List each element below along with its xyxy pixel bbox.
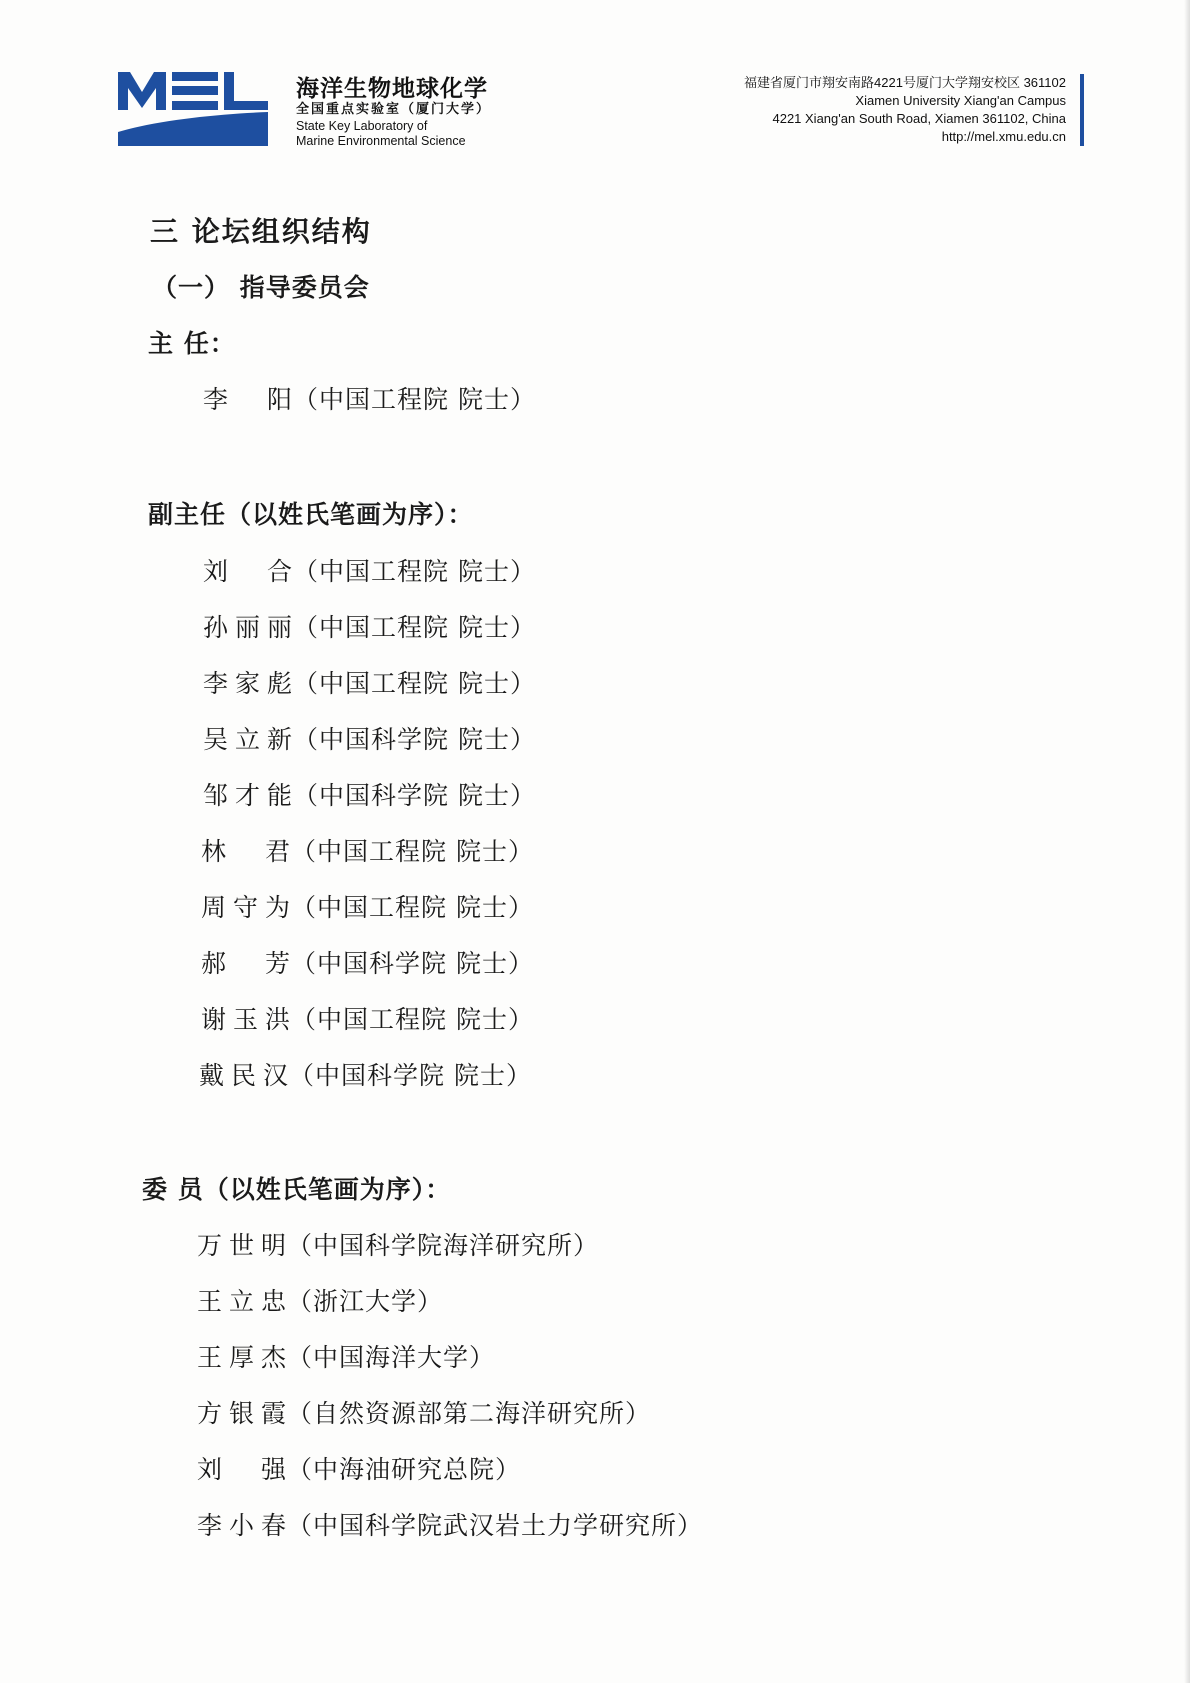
member-org: （中国工程院 院士） [293,557,536,586]
committee-label: 委 员（以姓氏笔画为序）： [142,1175,452,1204]
member-name: 李小春 [197,1511,287,1540]
scan-edge-shadow [1184,0,1190,1683]
deputy-entry [203,664,536,700]
deputy-label: 副主任（以姓氏笔画为序）： [148,500,474,529]
member-name: 郝 芳 [201,949,291,978]
member-org: （中国海洋大学） [287,1343,496,1372]
logo-letter-e-top [172,72,218,81]
member-name: 万世明 [197,1231,287,1260]
member-name: 林 君 [201,837,291,866]
address-accent-bar [1080,74,1084,146]
member-name: 李 阳 [203,385,293,414]
lab-name-cn: 海洋生物地球化学 [296,76,488,102]
committee-entry [197,1338,495,1374]
member-org: （中国科学院海洋研究所） [287,1231,600,1260]
subsection-title: （一） 指导委员会 [152,273,370,302]
website-link[interactable]: http://mel.xmu.edu.cn [941,129,1066,144]
logo-letter-m [118,72,166,110]
committee-entry [197,1282,443,1318]
member-org: （中国工程院 院士） [293,669,536,698]
member-org: （中国科学院 院士） [293,781,536,810]
member-name: 方银霞 [197,1399,287,1428]
member-name: 吴立新 [203,725,293,754]
member-org: （中国工程院 院士） [293,385,536,414]
address-en-line2: 4221 Xiang'an South Road, Xiamen 361102, China [772,111,1066,126]
member-org: （中国科学院 院士） [293,725,536,754]
member-name: 刘 强 [197,1455,287,1484]
logo-letter-e-bot [172,101,218,110]
logo-letter-e-mid [172,86,218,95]
member-org: （中海油研究总院） [287,1455,522,1484]
deputy-entry [199,1056,532,1092]
director-label: 主 任： [148,329,236,358]
member-name: 刘 合 [203,557,293,586]
lab-subtitle-cn: 全国重点实验室（厦门大学） [296,102,492,117]
mel-logo [118,70,286,146]
logo-letter-l-foot [224,101,268,110]
lab-name-en-line2: Marine Environmental Science [296,134,466,148]
deputy-entry [203,720,536,756]
member-org: （中国工程院 院士） [291,837,534,866]
deputy-entry [203,776,536,812]
member-name: 邹才能 [203,781,293,810]
committee-entry [197,1506,703,1542]
logo-wave [118,112,268,146]
committee-entry [197,1450,521,1486]
deputy-entry [203,608,536,644]
member-name: 周守为 [201,893,291,922]
member-name: 谢玉洪 [201,1005,291,1034]
member-org: （中国工程院 院士） [291,893,534,922]
letterhead-address [744,74,1066,146]
member-name: 王立忠 [197,1287,287,1316]
member-org: （中国工程院 院士） [293,613,536,642]
deputy-entry [201,1000,534,1036]
member-org: （中国科学院 院士） [289,1061,532,1090]
committee-entry [197,1226,599,1262]
member-org: （自然资源部第二海洋研究所） [287,1399,652,1428]
deputy-entry [201,944,534,980]
address-cn: 福建省厦门市翔安南路4221号厦门大学翔安校区 361102 [744,75,1066,90]
member-name: 戴民汉 [199,1061,289,1090]
member-name: 王厚杰 [197,1343,287,1372]
member-org: （中国科学院 院士） [291,949,534,978]
section-title: 三 论坛组织结构 [150,215,372,248]
deputy-entry [201,832,534,868]
member-name: 孙丽丽 [203,613,293,642]
director-entry [203,380,536,416]
address-en-line1: Xiamen University Xiang'an Campus [855,93,1066,108]
lab-name-en-line1: State Key Laboratory of [296,119,428,133]
deputy-entry [203,552,536,588]
deputy-entry [201,888,534,924]
member-org: （浙江大学） [287,1287,444,1316]
member-name: 李家彪 [203,669,293,698]
committee-entry [197,1394,651,1430]
member-org: （中国工程院 院士） [291,1005,534,1034]
member-org: （中国科学院武汉岩土力学研究所） [287,1511,704,1540]
